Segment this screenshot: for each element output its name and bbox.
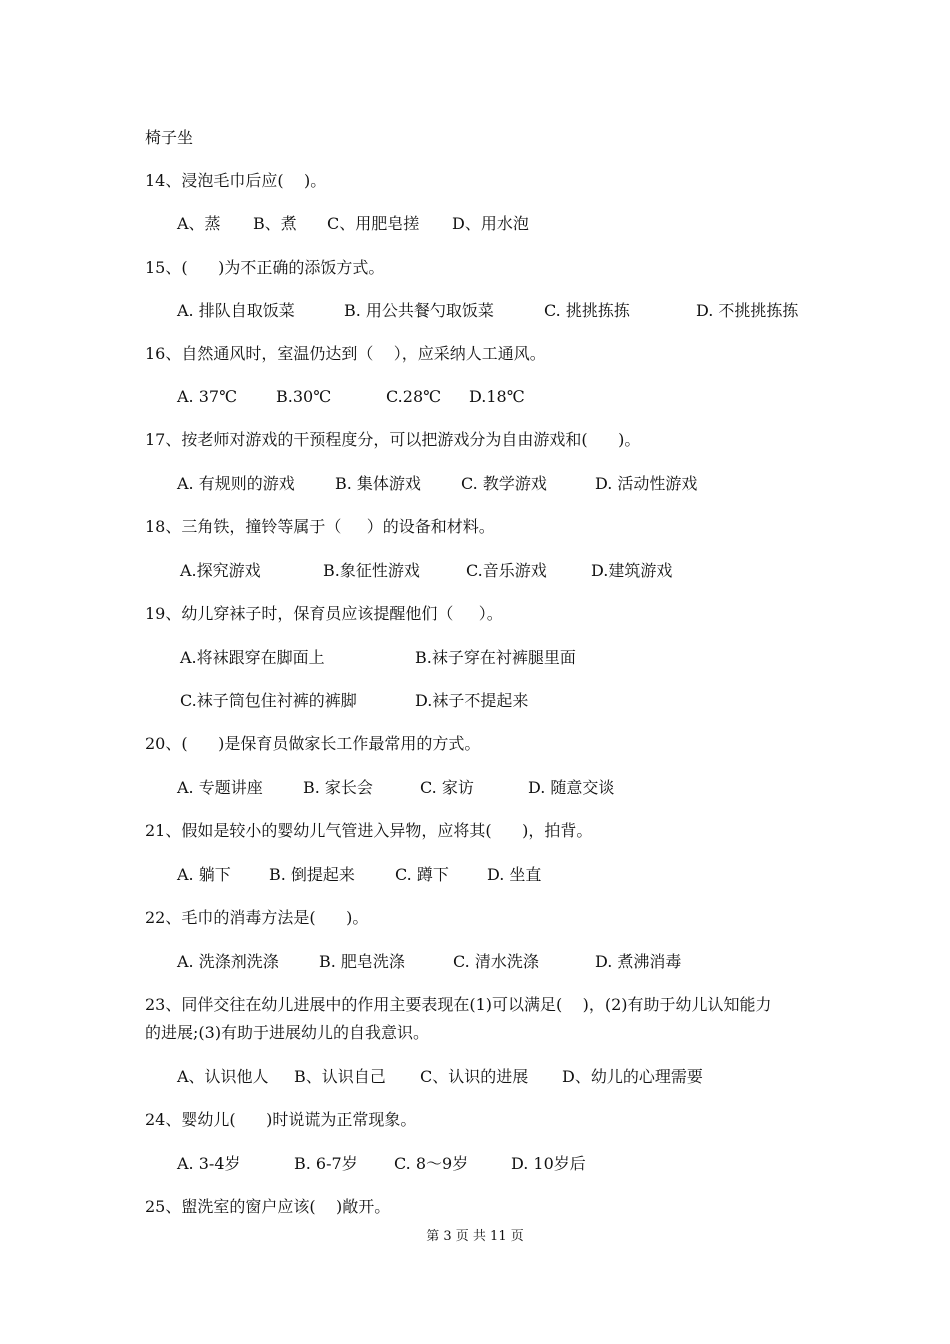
option-d: D. 活动性游戏 [595,474,698,493]
option-b: B. 用公共餐勺取饭菜 [344,301,494,320]
option-d: D. 煮沸消毒 [595,952,682,971]
option-d: D. 随意交谈 [528,778,615,797]
option-b: B、认识自己 [294,1067,386,1086]
option-c: C. 蹲下 [395,865,449,884]
option-d: D、用水泡 [452,214,529,233]
option-b: B. 倒提起来 [269,865,355,884]
question-24: 24、婴幼儿( )时说谎为正常现象。 [145,1110,417,1129]
option-c: C、认识的进展 [420,1067,529,1086]
question-14: 14、浸泡毛巾后应( )。 [145,171,327,190]
option-b: B.30℃ [276,387,332,406]
question-23-line2: 的进展;(3)有助于进展幼儿的自我意识。 [145,1023,430,1042]
question-20: 20、( )是保育员做家长工作最常用的方式。 [145,734,481,753]
option-d: D、幼儿的心理需要 [562,1067,703,1086]
question-18: 18、三角铁，撞铃等属于（ ）的设备和材料。 [145,517,495,536]
question-15: 15、( )为不正确的添饭方式。 [145,258,385,277]
option-a: A. 3-4岁 [177,1154,241,1173]
option-a: A. 37℃ [177,387,237,406]
option-c: C、用肥皂搓 [327,214,420,233]
option-b: B. 家长会 [303,778,373,797]
option-b: B.袜子穿在衬裤腿里面 [415,648,576,667]
option-d: D.袜子不提起来 [415,691,529,710]
option-b: B、煮 [253,214,297,233]
question-17: 17、按老师对游戏的干预程度分，可以把游戏分为自由游戏和( )。 [145,430,641,449]
option-a: A.探究游戏 [180,561,261,580]
option-a: A. 洗涤剂洗涤 [177,952,279,971]
question-19: 19、幼儿穿袜子时，保育员应该提醒他们（ ）。 [145,604,503,623]
option-b: B. 6-7岁 [294,1154,358,1173]
carry-over-text: 椅子坐 [145,128,194,147]
option-b: B.象征性游戏 [323,561,420,580]
option-a: A. 专题讲座 [177,778,263,797]
question-16: 16、自然通风时，室温仍达到（ ），应采纳人工通风。 [145,344,546,363]
option-c: C. 清水洗涤 [453,952,539,971]
option-c: C.28℃ [386,387,442,406]
option-c: C. 家访 [420,778,474,797]
question-23-line1: 23、同伴交往在幼儿进展中的作用主要表现在(1)可以满足( )，(2)有助于幼儿认知能力 [145,995,772,1014]
question-22: 22、毛巾的消毒方法是( )。 [145,908,369,927]
option-d: D. 坐直 [487,865,542,884]
option-b: B. 肥皂洗涤 [319,952,405,971]
option-d: D.18℃ [469,387,525,406]
question-25: 25、盥洗室的窗户应该( )敞开。 [145,1197,391,1216]
option-a: A. 有规则的游戏 [177,474,295,493]
option-c: C. 挑挑拣拣 [544,301,630,320]
option-c: C. 教学游戏 [461,474,547,493]
option-c: C. 8～9岁 [394,1154,469,1173]
option-a: A、蒸 [177,214,221,233]
page-footer: 第 3 页 共 11 页 [426,1229,524,1244]
option-d: D. 10岁后 [511,1154,586,1173]
option-a: A. 排队自取饭菜 [177,301,295,320]
option-a: A、认识他人 [177,1067,269,1086]
option-d: D. 不挑挑拣拣 [696,301,799,320]
option-c: C.袜子筒包住衬裤的裤脚 [180,691,357,710]
option-a: A. 躺下 [177,865,231,884]
option-b: B. 集体游戏 [335,474,421,493]
option-a: A.将袜跟穿在脚面上 [180,648,325,667]
option-d: D.建筑游戏 [591,561,673,580]
question-21: 21、假如是较小的婴幼儿气管进入异物，应将其( )，拍背。 [145,821,593,840]
option-c: C.音乐游戏 [466,561,547,580]
